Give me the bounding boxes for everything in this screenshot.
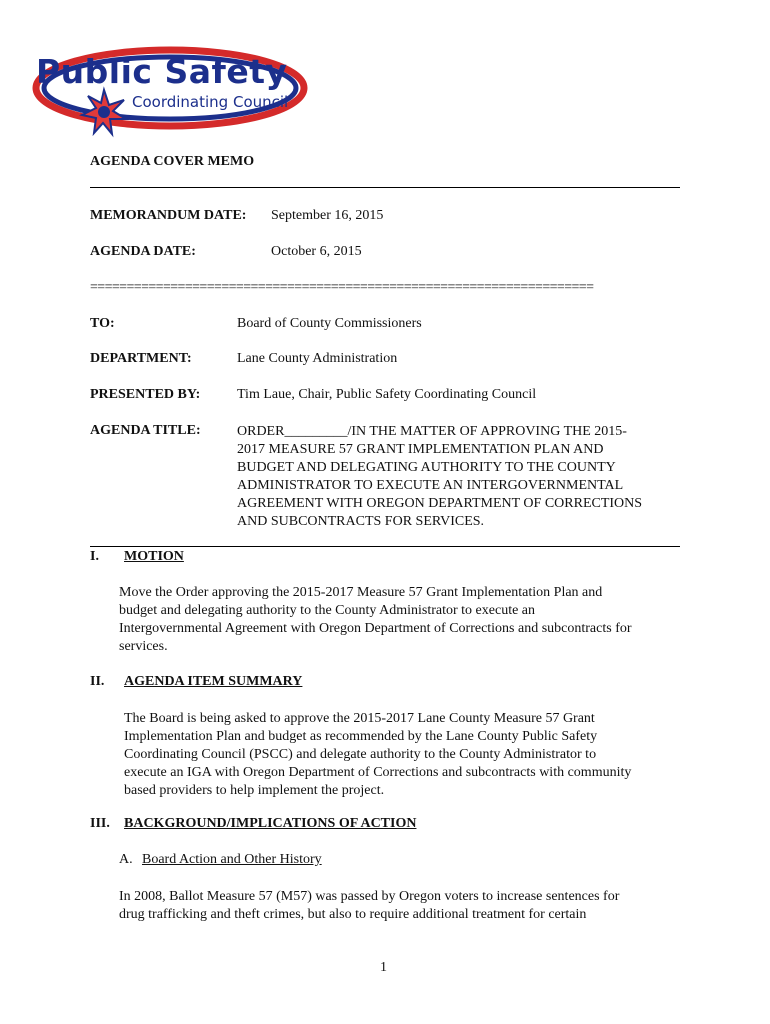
to-value: Board of County Commissioners <box>237 316 422 331</box>
agenda-title-value <box>237 423 642 531</box>
page-number: 1 <box>380 960 387 975</box>
memo-date-label: MEMORANDUM DATE: <box>90 208 247 223</box>
presented-by-value: Tim Laue, Chair, Public Safety Coordinating Council <box>237 387 537 402</box>
agenda-date-label: AGENDA DATE: <box>90 244 196 259</box>
motion-line: Move the Order approving the 2015-2017 Measure 57 Grant Implementation Plan and <box>119 585 603 600</box>
public-safety-logo <box>32 40 312 140</box>
summary-line: Coordinating Council (PSCC) and delegate authority to the County Administrator to <box>124 747 597 762</box>
agenda-date-value: October 6, 2015 <box>271 244 362 259</box>
motion-line: services. <box>119 639 168 654</box>
background-paragraph <box>119 888 619 924</box>
agenda-title-line: AGREEMENT WITH OREGON DEPARTMENT OF CORRECTIONS <box>237 496 643 511</box>
divider <box>90 546 680 547</box>
summary-line: The Board is being asked to approve the 2015-2017 Lane County Measure 57 Grant <box>124 711 595 726</box>
background-line: In 2008, Ballot Measure 57 (M57) was passed by Oregon voters to increase sentences for <box>119 889 620 904</box>
section-number: I. <box>90 549 99 564</box>
summary-paragraph <box>124 710 631 800</box>
department-value: Lane County Administration <box>237 351 398 366</box>
agenda-title-line: 2017 MEASURE 57 GRANT IMPLEMENTATION PLAN AND <box>237 442 604 457</box>
department-label: DEPARTMENT: <box>90 351 192 366</box>
agenda-title-line: ADMINISTRATOR TO EXECUTE AN INTERGOVERNMENTAL <box>237 478 624 493</box>
divider <box>90 187 680 188</box>
agenda-title-line: ORDER_________/IN THE MATTER OF APPROVING THE 2015- <box>237 424 627 439</box>
agenda-title-line: BUDGET AND DELEGATING AUTHORITY TO THE COUNTY <box>237 460 616 475</box>
agenda-title-line: AND SUBCONTRACTS FOR SERVICES. <box>237 514 485 529</box>
motion-line: budget and delegating authority to the County Administrator to execute an <box>119 603 536 618</box>
section-heading-summary: AGENDA ITEM SUMMARY <box>124 674 303 689</box>
summary-line: execute an IGA with Oregon Department of Corrections and subcontracts with community <box>124 765 632 780</box>
section-number: II. <box>90 674 105 689</box>
logo-title: Public Safety <box>36 52 288 91</box>
memo-title: AGENDA COVER MEMO <box>90 154 255 169</box>
agenda-title-label: AGENDA TITLE: <box>90 423 201 438</box>
subsection-heading: Board Action and Other History <box>142 852 322 867</box>
equals-separator: ===================================================================== <box>90 280 594 295</box>
background-line: drug trafficking and theft crimes, but also to require additional treatment for certain <box>119 907 587 922</box>
to-label: TO: <box>90 316 115 331</box>
presented-by-label: PRESENTED BY: <box>90 387 201 402</box>
section-number: III. <box>90 816 110 831</box>
section-heading-background: BACKGROUND/IMPLICATIONS OF ACTION <box>124 816 417 831</box>
motion-line: Intergovernmental Agreement with Oregon Department of Corrections and subcontracts for <box>119 621 632 636</box>
starburst-icon <box>82 90 126 134</box>
subsection-prefix: A. <box>119 852 133 867</box>
summary-line: Implementation Plan and budget as recommended by the Lane County Public Safety <box>124 729 598 744</box>
motion-paragraph <box>119 584 632 656</box>
logo-subtitle: Coordinating Council <box>132 93 289 111</box>
summary-line: based providers to help implement the project. <box>124 783 385 798</box>
memo-date-value: September 16, 2015 <box>271 208 384 223</box>
section-heading-motion: MOTION <box>124 549 184 564</box>
